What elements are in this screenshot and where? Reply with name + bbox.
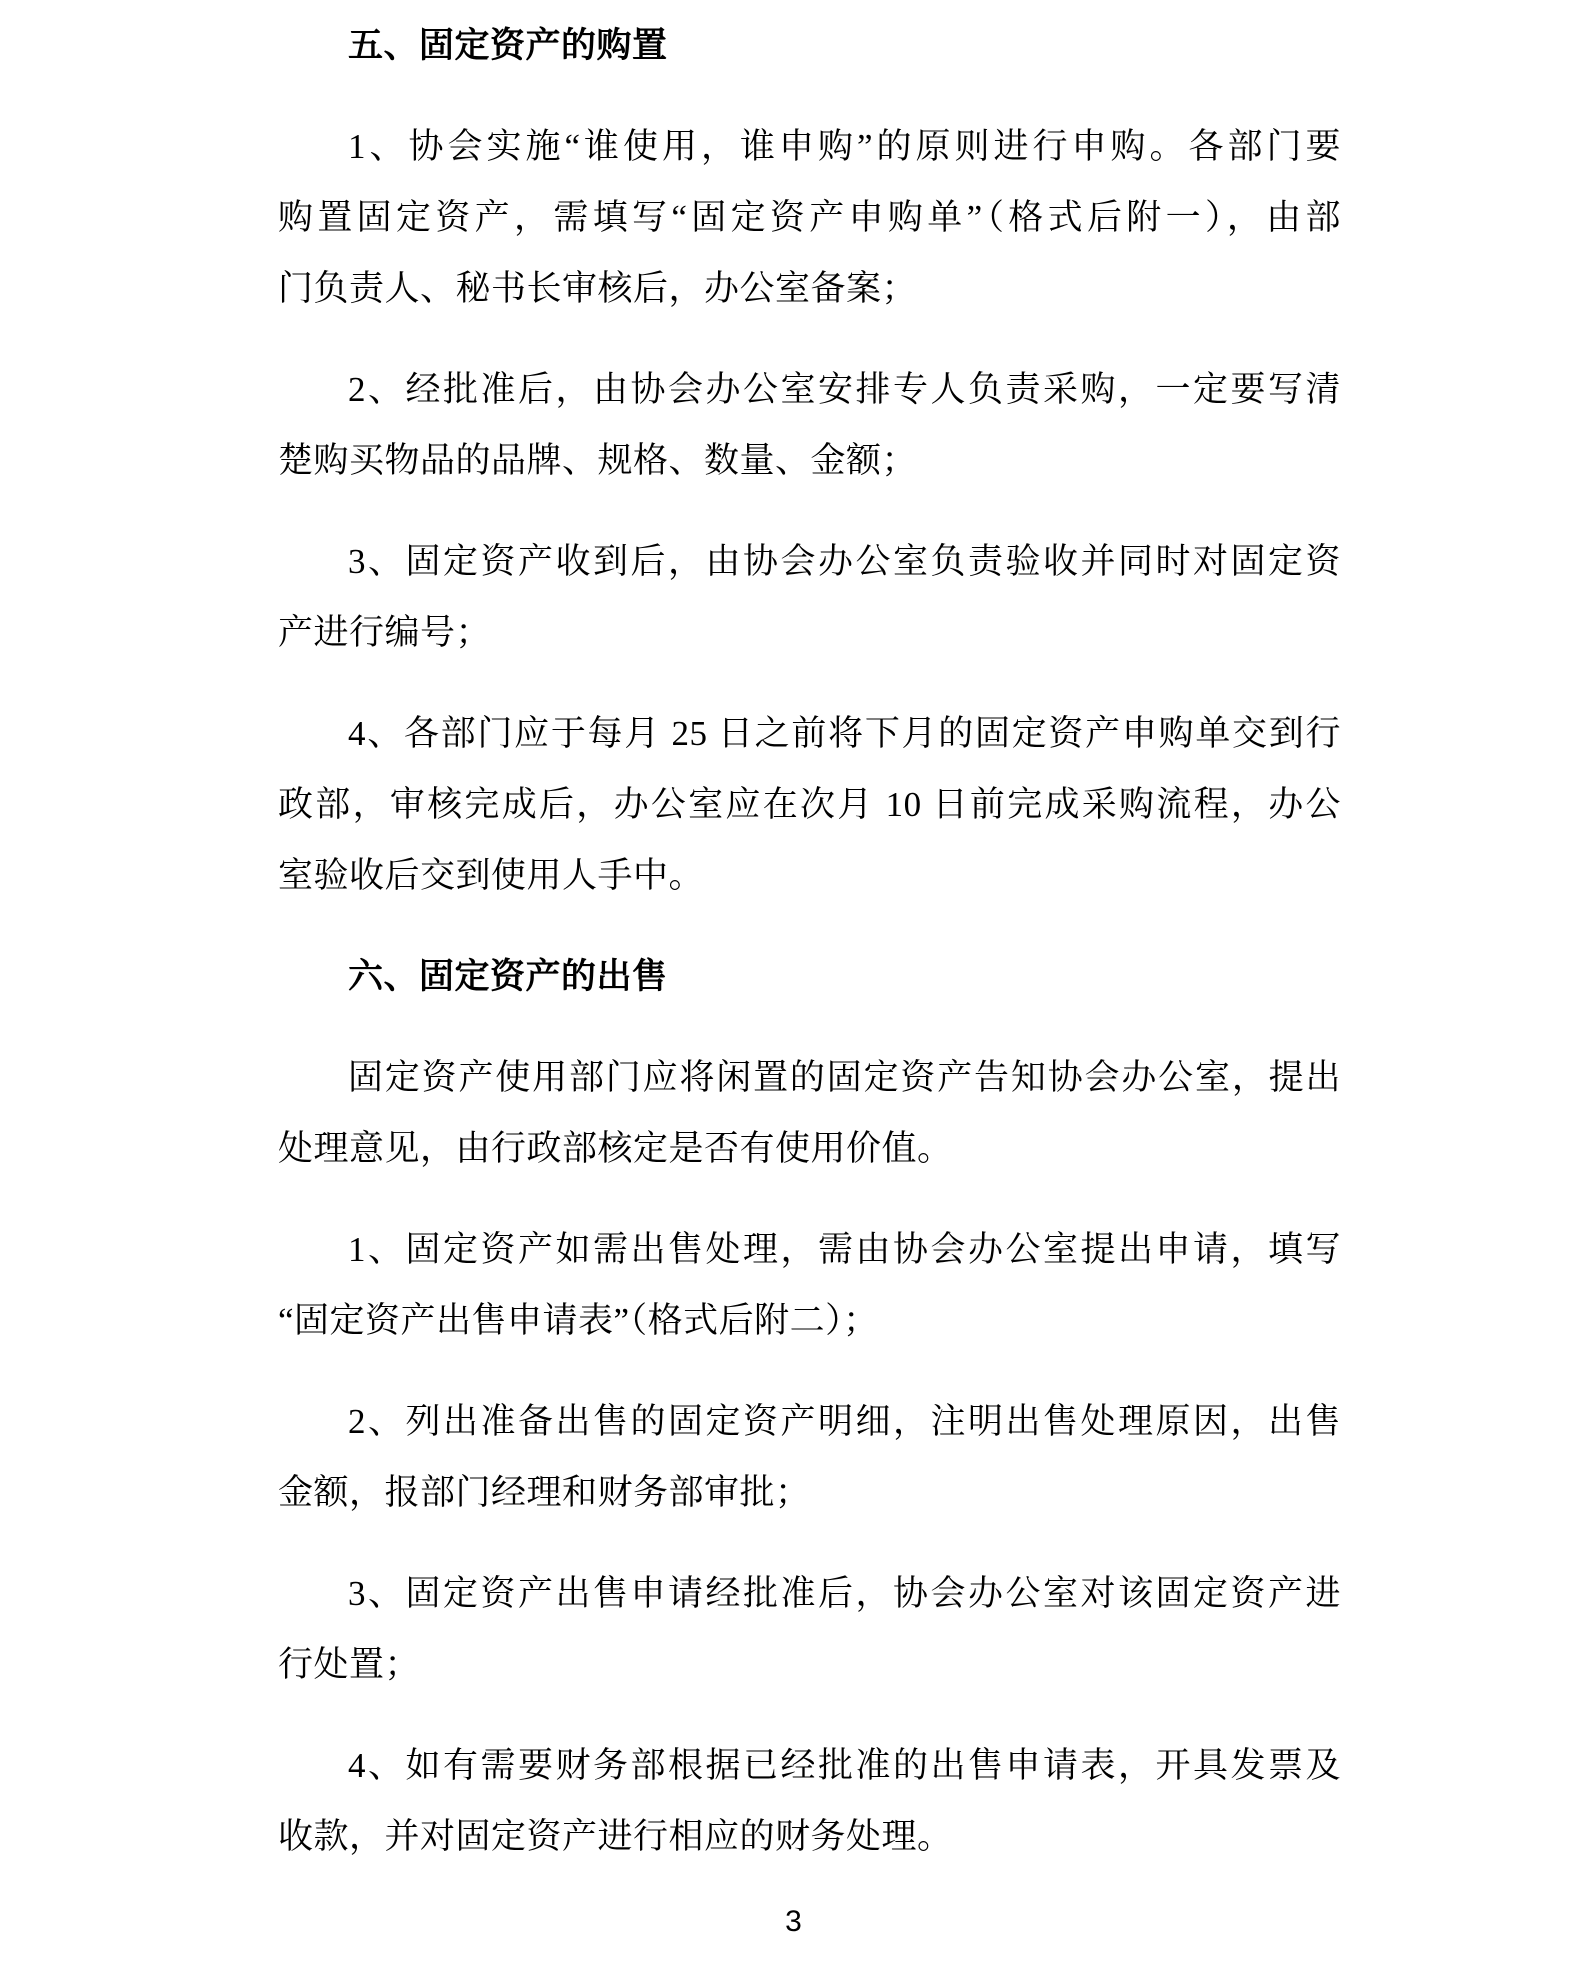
section-heading-block: [278, 10, 1341, 81]
paragraph-line: 1、固定资产如需出售处理，需由协会办公室提出申请，填写: [348, 1230, 1341, 1269]
paragraph-line: 3、固定资产收到后，由协会办公室负责验收并同时对固定资: [348, 542, 1341, 581]
paragraph: [278, 354, 1341, 496]
paragraph: [278, 1386, 1341, 1528]
paragraph-line: 3、固定资产出售申请经批准后，协会办公室对该固定资产进: [348, 1574, 1341, 1613]
paragraph: [278, 526, 1341, 668]
paragraph-line: 4、如有需要财务部根据已经批准的出售申请表，开具发票及: [348, 1746, 1341, 1785]
section-heading: 六、固定资产的出售: [348, 957, 668, 996]
paragraph-line: 行处置；: [278, 1645, 421, 1684]
paragraph-line: 政部，审核完成后，办公室应在次月 10 日前完成采购流程，办公: [278, 785, 1341, 824]
section-heading-block: [278, 941, 1341, 1012]
paragraph-line: 金额，报部门经理和财务部审批；: [278, 1473, 811, 1512]
section-heading: 五、固定资产的购置: [348, 26, 668, 65]
paragraph: [278, 1558, 1341, 1700]
paragraph-line: 门负责人、秘书长审核后，办公室备案；: [278, 269, 918, 308]
page-number: 3: [785, 1905, 802, 1938]
paragraph-line: 4、各部门应于每月 25 日之前将下月的固定资产申购单交到行: [348, 714, 1341, 753]
paragraph-line: 购置固定资产，需填写“固定资产申购单”（格式后附一），由部: [278, 198, 1341, 237]
paragraph-line: 收款，并对固定资产进行相应的财务处理。: [278, 1817, 953, 1856]
paragraph-line: 2、经批准后，由协会办公室安排专人负责采购，一定要写清: [348, 370, 1341, 409]
paragraph-line: 2、列出准备出售的固定资产明细，注明出售处理原因，出售: [348, 1402, 1341, 1441]
paragraph: [278, 1730, 1341, 1872]
paragraph: [278, 1214, 1341, 1356]
paragraph-line: “固定资产出售申请表”（格式后附二）；: [278, 1301, 879, 1340]
paragraph-line: 固定资产使用部门应将闲置的固定资产告知协会办公室，提出: [348, 1058, 1341, 1097]
paragraph-line: 产进行编号；: [278, 613, 492, 652]
paragraph-line: 处理意见，由行政部核定是否有使用价值。: [278, 1129, 953, 1168]
paragraph: [278, 698, 1341, 911]
paragraph-line: 1、协会实施“谁使用，谁申购”的原则进行申购。各部门要: [348, 127, 1341, 166]
paragraph: [278, 111, 1341, 324]
paragraph: [278, 1042, 1341, 1184]
paragraph-line: 楚购买物品的品牌、规格、数量、金额；: [278, 441, 918, 480]
paragraph-line: 室验收后交到使用人手中。: [278, 856, 705, 895]
